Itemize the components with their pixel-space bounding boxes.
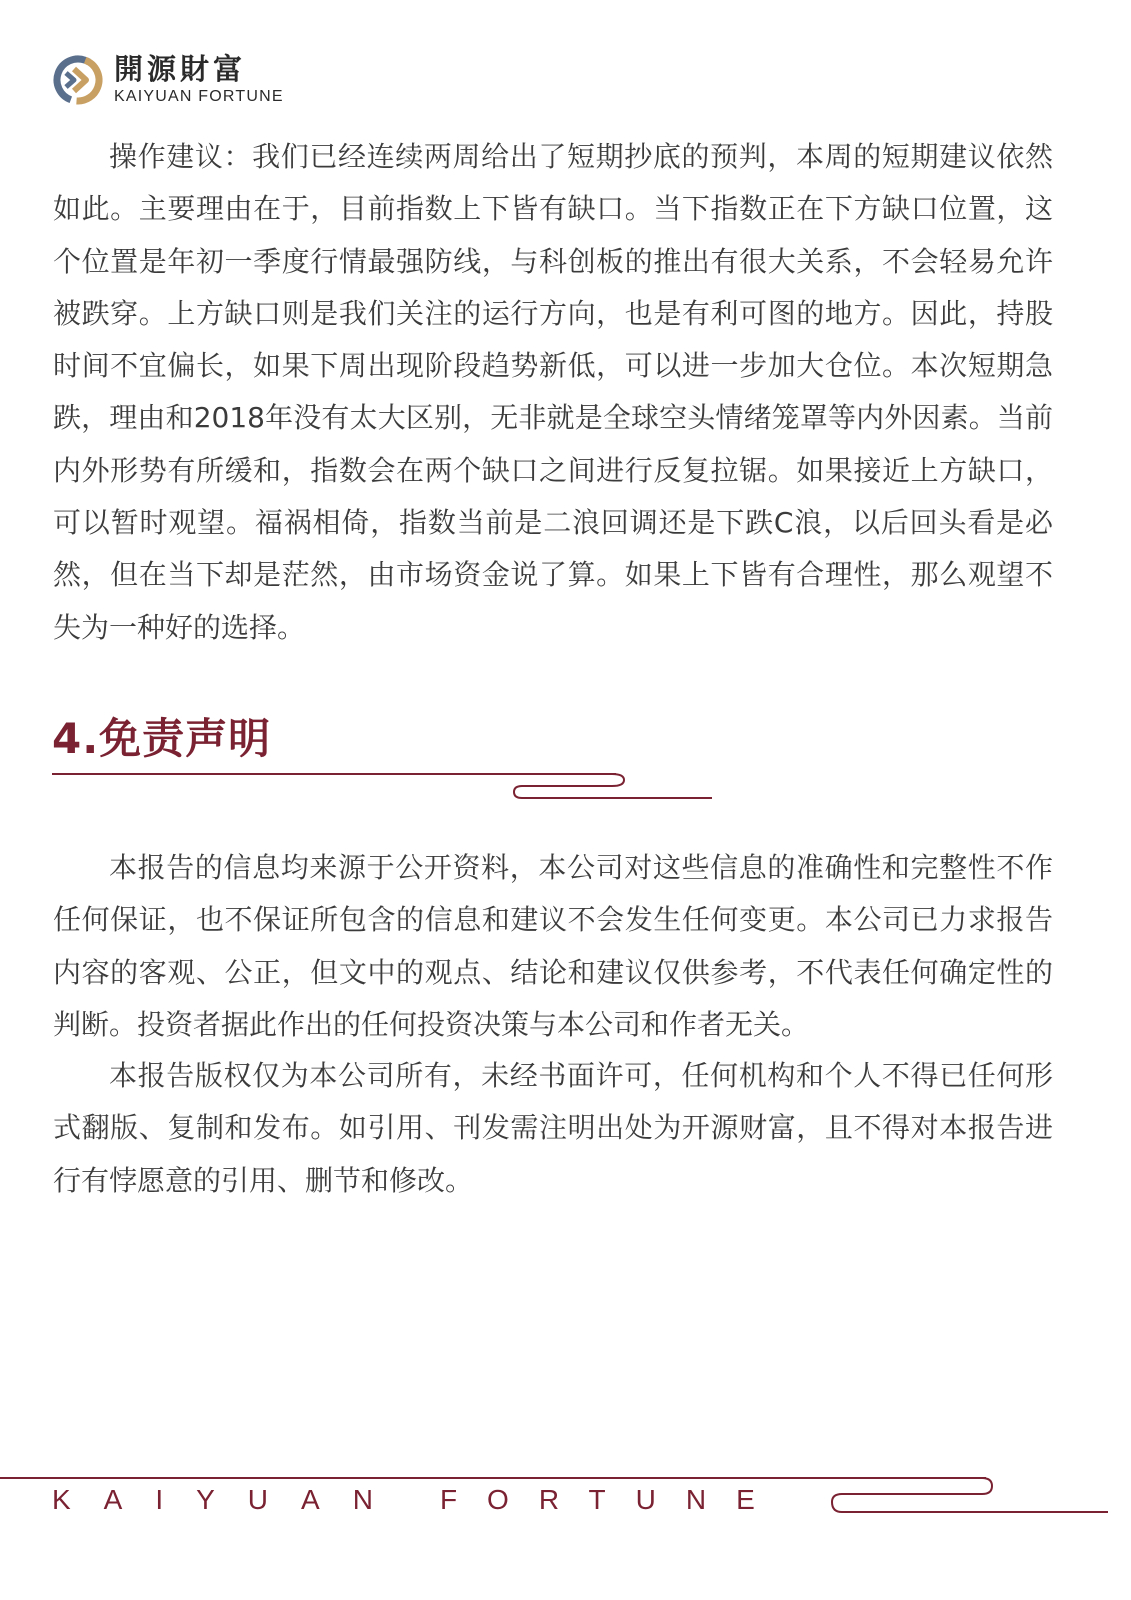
footer-word-fortune: FORTUNE (439, 1484, 785, 1515)
disclaimer-paragraph-1: 本报告的信息均来源于公开资料，本公司对这些信息的准确性和完整性不作任何保证，也不保证所包含的信息和建议不会发生任何变更。本公司已力求报告内容的客观、公正，但文中的观点、结论和建议仅供参考，不代表任何确定性的判断。投资者据此作出的任何投资决策与本公司和作者无关。 (53, 851, 1053, 1041)
footer-word-kaiyuan: KAIYUAN (52, 1484, 406, 1515)
kaiyuan-logo-icon (52, 53, 106, 107)
footer-brand-text (52, 1484, 785, 1516)
company-logo (52, 50, 284, 110)
logo-chinese-name: 開源財富 (114, 52, 247, 86)
disclaimer-paragraph-2: 本报告版权仅为本公司所有，未经书面许可，任何机构和个人不得已任何形式翻版、复制和发布。如引用、刊发需注明出处为开源财富，且不得对本报告进行有悖愿意的引用、删节和修改。 (53, 1059, 1053, 1197)
operation-advice-paragraph: 操作建议：我们已经连续两周给出了短期抄底的预判，本周的短期建议依然如此。主要理由在于，目前指数上下皆有缺口。当下指数正在下方缺口位置，这个位置是年初一季度行情最强防线，与科创板的推出有很大关系，不会轻易允许被跌穿。上方缺口则是我们关注的运行方向，也是有利可图的地方。因此，持股时间不宜偏长，如果下周出现阶段趋势新低，可以进一步加大仓位。本次短期急跌，理由和2018年没有太大区别，无非就是全球空头情绪笼罩等内外因素。当前内外形势有所缓和，指数会在两个缺口之间进行反复拉锯。如果接近上方缺口，可以暂时观望。福祸相倚，指数当前是二浪回调还是下跌C浪，以后回头看是必然，但在当下却是茫然，由市场资金说了算。如果上下皆有合理性，那么观望不失为一种好的选择。 (53, 140, 1053, 644)
section-divider (52, 770, 722, 806)
logo-english-name: KAIYUAN FORTUNE (114, 88, 284, 105)
section-title-disclaimer: 4.免责声明 (52, 714, 272, 763)
